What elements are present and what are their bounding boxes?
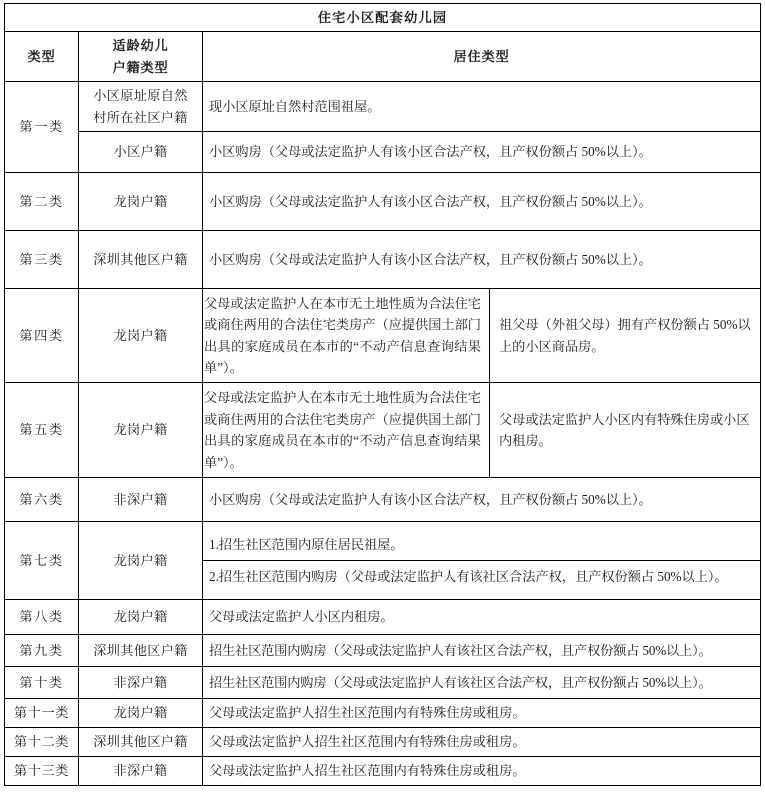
table-row <box>5 230 761 288</box>
row-hukou-9: 深圳其他区户籍 <box>79 634 203 666</box>
table-row <box>5 634 761 666</box>
kindergarten-enrollment-table <box>4 3 761 786</box>
row-residence-10: 招生社区范围内购房（父母或法定监护人有该社区合法产权，且产权份额占 50%以上）。 <box>203 666 761 698</box>
row-type-7: 第七类 <box>5 521 79 599</box>
row-type-3: 第三类 <box>5 230 79 288</box>
row-hukou-1a-line2: 村所在社区户籍 <box>93 109 188 125</box>
row-type-8: 第八类 <box>5 599 79 634</box>
row-hukou-2: 龙岗户籍 <box>79 172 203 230</box>
row-residence-13: 父母或法定监护人招生社区范围内有特殊住房或租房。 <box>203 756 761 785</box>
row-hukou-13: 非深户籍 <box>79 756 203 785</box>
row-hukou-1a-line1: 小区原址原自然 <box>93 88 188 104</box>
row-type-5: 第五类 <box>5 383 79 478</box>
page-title: 住宅小区配套幼儿园 <box>5 4 761 32</box>
row-hukou-1a <box>79 82 203 132</box>
row-residence-5-split <box>203 383 760 477</box>
row-hukou-10: 非深户籍 <box>79 666 203 698</box>
row-type-11: 第十一类 <box>5 698 79 727</box>
table-row <box>5 172 761 230</box>
table-row <box>5 599 761 634</box>
row-residence-5-left: 父母或法定监护人在本市无土地性质为合法住宅或商住两用的合法住宅类房产（应提供国土部门出具的家庭成员在本市的“不动产信息查询结果单”）。 <box>203 383 490 477</box>
row-hukou-1b: 小区户籍 <box>79 131 203 172</box>
row-hukou-11: 龙岗户籍 <box>79 698 203 727</box>
table-row <box>5 666 761 698</box>
row-type-4: 第四类 <box>5 288 79 383</box>
row-residence-4-split <box>203 289 760 383</box>
row-type-1: 第一类 <box>5 82 79 173</box>
table-row <box>5 131 761 172</box>
table-header-row <box>5 32 761 82</box>
column-header-type: 类型 <box>5 32 79 82</box>
row-hukou-4: 龙岗户籍 <box>79 288 203 383</box>
column-header-hukou <box>79 32 203 82</box>
table-row <box>5 727 761 756</box>
row-hukou-12: 深圳其他区户籍 <box>79 727 203 756</box>
table-row <box>5 383 761 478</box>
row-residence-9: 招生社区范围内购房（父母或法定监护人有该社区合法产权，且产权份额占 50%以上）。 <box>203 634 761 666</box>
row-residence-5 <box>203 383 761 478</box>
table-row <box>5 477 761 521</box>
row-residence-4-right: 祖父母（外祖父母）拥有产权份额占 50%以上的小区商品房。 <box>499 317 751 354</box>
column-header-hukou-line2: 户籍类型 <box>112 59 169 75</box>
row-residence-3: 小区购房（父母或法定监护人有该小区合法产权，且产权份额占 50%以上）。 <box>203 230 761 288</box>
row-type-12: 第十二类 <box>5 727 79 756</box>
row-residence-1b: 小区购房（父母或法定监护人有该小区合法产权，且产权份额占 50%以上）。 <box>203 131 761 172</box>
row-hukou-3: 深圳其他区户籍 <box>79 230 203 288</box>
row-residence-5-right: 父母或法定监护人小区内有特殊住房或小区内租房。 <box>499 411 750 449</box>
row-residence-12: 父母或法定监护人招生社区范围内有特殊住房或租房。 <box>203 727 761 756</box>
row-hukou-7: 龙岗户籍 <box>79 521 203 599</box>
row-residence-4-left: 父母或法定监护人在本市无土地性质为合法住宅或商住两用的合法住宅类房产（应提供国土部门出具的家庭成员在本市的“不动产信息查询结果单”）。 <box>203 289 490 383</box>
table-row <box>5 756 761 785</box>
table-row <box>5 82 761 132</box>
row-hukou-5: 龙岗户籍 <box>79 383 203 478</box>
row-type-9: 第九类 <box>5 634 79 666</box>
row-residence-8: 父母或法定监护人小区内租房。 <box>203 599 761 634</box>
row-residence-1a: 现小区原址自然村范围祖屋。 <box>203 82 761 132</box>
row-type-2: 第二类 <box>5 172 79 230</box>
row-residence-6: 小区购房（父母或法定监护人有该小区合法产权，且产权份额占 50%以上）。 <box>203 477 761 521</box>
row-hukou-8: 龙岗户籍 <box>79 599 203 634</box>
row-residence-2: 小区购房（父母或法定监护人有该小区合法产权，且产权份额占 50%以上）。 <box>203 172 761 230</box>
row-residence-11: 父母或法定监护人招生社区范围内有特殊住房或租房。 <box>203 698 761 727</box>
column-header-residence: 居住类型 <box>203 32 761 82</box>
table-row <box>5 288 761 383</box>
table-row <box>5 521 761 599</box>
row-type-13: 第十三类 <box>5 756 79 785</box>
column-header-hukou-line1: 适龄幼儿 <box>112 38 169 54</box>
row-residence-7-item-2: 2.招生社区范围内购房（父母或法定监护人有该社区合法产权，且产权份额占 50%以上）。 <box>203 560 760 592</box>
row-hukou-6: 非深户籍 <box>79 477 203 521</box>
row-type-10: 第十类 <box>5 666 79 698</box>
row-residence-7-stack <box>203 529 760 593</box>
table-title-row <box>5 4 761 32</box>
row-residence-4 <box>203 288 761 383</box>
row-residence-7-item-1: 1.招生社区范围内原住居民祖屋。 <box>209 536 404 552</box>
row-residence-7 <box>203 521 761 599</box>
row-type-6: 第六类 <box>5 477 79 521</box>
table-row <box>5 698 761 727</box>
